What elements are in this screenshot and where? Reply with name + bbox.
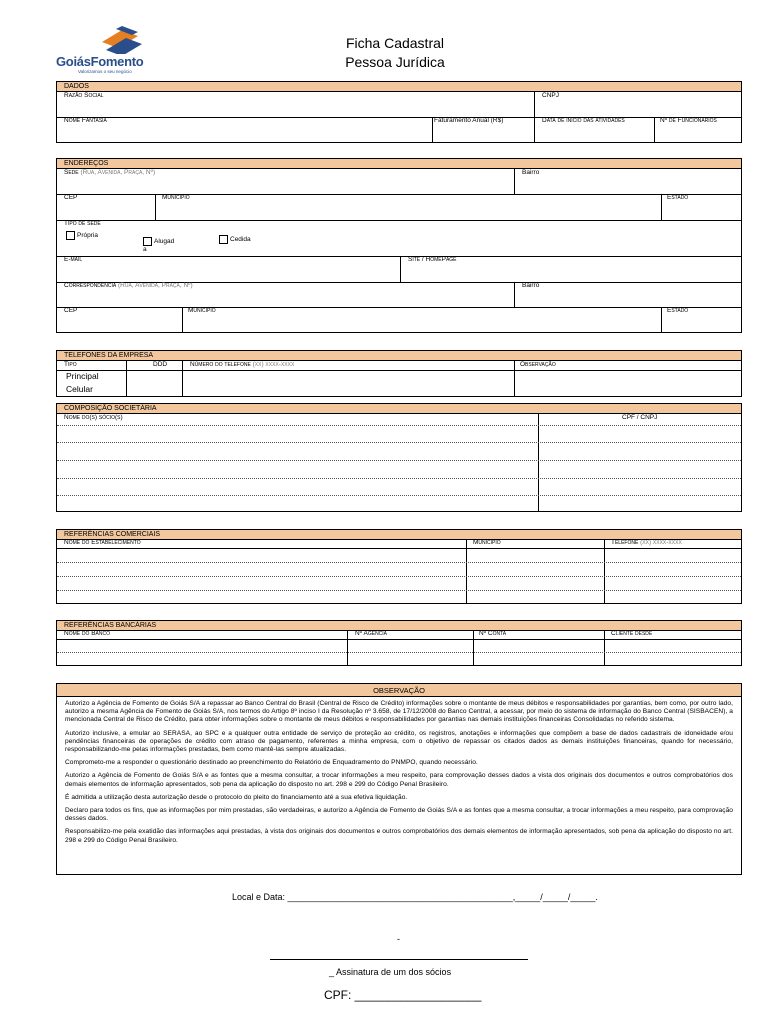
logo-tagline: Valorizamos o seu negócio (78, 69, 132, 74)
composicao-header: COMPOSIÇÃO SOCIETÁRIA (57, 404, 741, 414)
corr-hint: (Rua, Avenida, Praça, Nº) (118, 282, 193, 289)
label-sede: Sede (Rua, Avenida, Praça, Nº) (64, 169, 156, 176)
telefones-header: TELEFONES DA EMPRESA (57, 351, 741, 361)
obs-paragraph: É admitida a utilização desta autorização desde o protocolo do pleito do financiamento até a sua efetiva liquidação. (65, 793, 408, 801)
label-faturamento: Faturamento Anual (R$) (434, 117, 504, 124)
label-razao-social: Razão Social (64, 92, 104, 99)
label-data-inicio: Data de início das atividades (542, 117, 625, 124)
checkbox-cedida[interactable] (219, 235, 228, 244)
label-cep: CEP (64, 194, 78, 201)
option-alugada-wrap: a (143, 246, 147, 253)
section-enderecos (56, 158, 742, 333)
obs-paragraph: Comprometo-me a responder o questionário destinado ao preenchimento do Relatório de Enquadramento do PNMPO, quando necessário. (65, 759, 478, 767)
section-ref-bancarias (56, 620, 742, 666)
label-email: E-mail (64, 256, 83, 263)
obs-paragraph: Autorizo inclusive, a emular ao SERASA, ao SPC e a qualquer outra entidade de serviço de proteção ao crédito, os registros, anotações e informações que compõem a base de dados cadastrais de idoneidade e/ou pendências financeiras de operações de crédito com atraso de pagamento, referentes a minha empresa, com o objetivo de repassar os citados dados as demais instituições financeiras, quando for necessário, responsabilizando-me pelas informações prestadas, bem como mantê-las sempre atualizadas. (65, 729, 733, 754)
option-cedida[interactable]: Cedida (219, 235, 251, 244)
section-observacao (56, 683, 742, 875)
numero-hint: (xx) xxxx-xxxx (252, 361, 295, 368)
cpf-line: CPF: ___________________ (324, 988, 482, 1002)
title-line2: Pessoa Jurídica (345, 54, 445, 70)
label-correspondencia: Correspondência (Rua, Avenida, Praça, Nº) (64, 282, 193, 289)
label-agencia: Nº Agência (355, 630, 388, 637)
label-telefone-rc: Telefone (xx) xxxx-xxxx (611, 539, 682, 546)
label-nome-banco: Nome do Banco (64, 630, 110, 637)
enderecos-header: ENDEREÇOS (57, 159, 741, 169)
label-tipo-sede: Tipo de sede (64, 220, 101, 227)
telefone-rc-hint: (xx) xxxx-xxxx (640, 539, 682, 546)
section-ref-comerciais (56, 529, 742, 604)
option-propria[interactable]: Própria (66, 231, 98, 240)
label-cnpj: CNPJ (542, 92, 559, 99)
label-municipio-rc: Município (473, 539, 501, 546)
row-principal: Principal (66, 371, 99, 381)
label-municipio-2: Município (188, 307, 216, 314)
logo-brand: GoiásFomento (56, 54, 144, 69)
label-numero: Número do telefone (xx) xxxx-xxxx (190, 361, 295, 368)
ref-comerciais-header: REFERÊNCIAS COMERCIAIS (57, 530, 741, 540)
checkbox-alugada[interactable] (143, 237, 152, 246)
title-line1: Ficha Cadastral (345, 35, 445, 51)
label-tipo: Tipo (64, 361, 77, 368)
obs-paragraph: Autorizo a Agência de Fomento de Goiás S/A e as fontes que a mesma consultar, a trocar informações a meu respeito, para comprovação desses dados a vista dos originais dos documentos e outros comprobatórios dos demais elementos de informação apresentados, sob pena da aplicação do disposto no art. 298 e 299 do Código Penal Brasileiro. (65, 772, 733, 788)
observacao-header: OBSERVAÇÃO (57, 684, 741, 697)
label-conta: Nº Conta (479, 630, 507, 637)
label-cep-2: CEP (64, 307, 78, 314)
signature-label: _ Assinatura de um dos sócios (329, 967, 452, 977)
label-bairro-2: Bairro (522, 282, 540, 289)
dados-header: DADOS (57, 82, 741, 92)
section-composicao (56, 403, 742, 512)
section-dados (56, 81, 742, 143)
obs-paragraph: Responsabilizo-me pela exatidão das informações aqui prestadas, à vista dos originais dos documentos e outros comprobatórios dos demais elementos de informação apresentados, sob pena da aplicação do disposto no art. 298 e 299 do Código Penal Brasileiro. (65, 828, 733, 844)
label-cpf-cnpj: CPF / CNPJ (622, 414, 658, 421)
label-bairro: Bairro (522, 169, 540, 176)
label-estado-2: Estado (667, 307, 689, 314)
obs-paragraph: Declaro para todos os fins, que as informações por mim prestadas, são verdadeiras, e autorizo a Agência de Fomento de Goiás S/A e as fontes que a mesma consultar, a trocar informações a meu respeito, para comprovação desses dados. (65, 807, 733, 823)
label-site: Site / HomePage (408, 256, 457, 263)
local-data-line: Local e Data: _____________________________________________,_____/_____/_____. (232, 892, 598, 902)
label-ddd: DDD (153, 361, 168, 368)
observacao-text (65, 700, 733, 850)
label-nome-socios: Nome do(s) sócio(s) (64, 414, 123, 421)
label-cliente-desde: Cliente desde (611, 630, 653, 637)
label-estado: Estado (667, 194, 689, 201)
obs-paragraph: Autorizo a Agência de Fomento de Goiás S/A a repassar ao Banco Central do Brasil (Central de Risco de Crédito) informações sobre o montante de meus débitos e responsabilidades por garantias, bem como, por outro lado, autorizo a mesma Agência de Fomento de Goiás S/A, nos termos do Artigo 8º inciso I da Resolução nº 3.658, de 17/12/2008 do Banco Central, a acessar, por meio do sistema de informação do Banco Central (SISBACEN), a mencionada Central de Risco de Crédito, para obter informações sobre o montante de meus débitos e responsabilidades por garantias nas demais instituições financeiras Consolidadas no referido sistema. (65, 700, 733, 724)
checkbox-propria[interactable] (66, 231, 75, 240)
label-municipio: Município (162, 194, 190, 201)
signature-line (270, 959, 528, 960)
page-title (300, 34, 490, 72)
label-nome-estab: Nome do Estabelecimento (64, 539, 141, 546)
section-telefones (56, 350, 742, 397)
option-alugada[interactable]: Alugad (143, 237, 174, 246)
label-num-funcionarios: Nº de Funcionários (660, 117, 717, 124)
label-observacao-tel: Observação (520, 361, 556, 368)
row-celular: Celular (66, 384, 93, 394)
logo-mark (92, 24, 152, 54)
ref-bancarias-header: REFERÊNCIAS BANCÁRIAS (57, 621, 741, 631)
label-nome-fantasia: Nome Fantasia (64, 117, 107, 124)
sede-hint: (Rua, Avenida, Praça, Nº) (80, 169, 156, 176)
dash-mark: - (397, 934, 400, 944)
company-logo (56, 24, 176, 74)
